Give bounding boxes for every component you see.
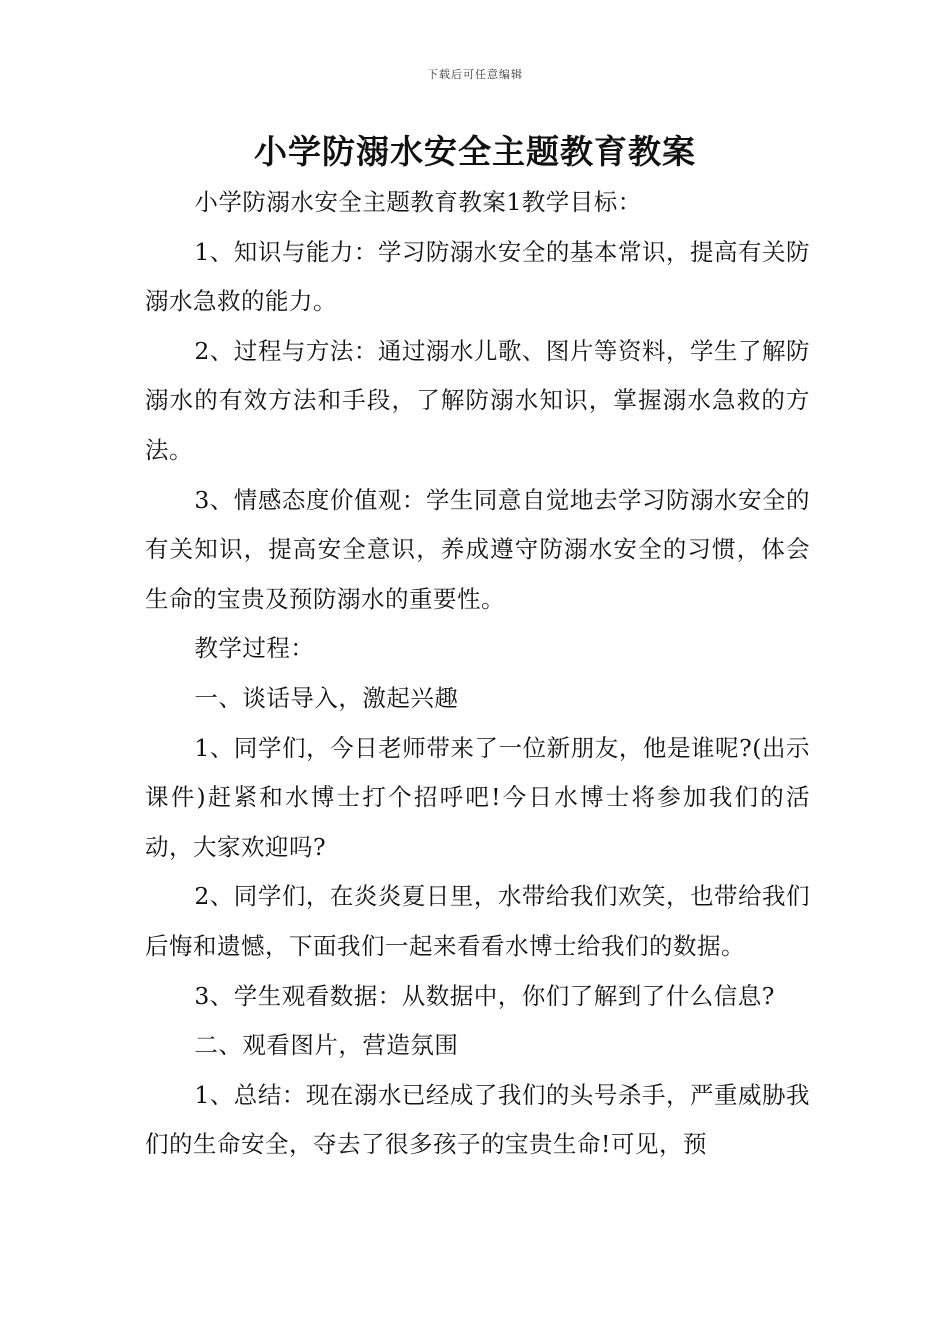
paragraph-section-one-item-3: 3、学生观看数据：从数据中，你们了解到了什么信息?	[194, 981, 775, 1010]
paragraph-section-one-item-2: 2、同学们，在炎炎夏日里，水带给我们欢笑，也带给我们后悔和遗憾，下面我们一起来看看水博士给我们的数据。	[145, 882, 810, 960]
paragraph-process-heading: 教学过程：	[194, 634, 315, 663]
paragraph-section-one-item-1: 1、同学们，今日老师带来了一位新朋友，他是谁呢?(出示课件)赶紧和水博士打个招呼吧!今日水博士将参加我们的活动，大家欢迎吗?	[145, 733, 810, 861]
document-title: 小学防溺水安全主题教育教案	[254, 132, 696, 171]
document-body	[145, 178, 810, 1170]
paragraph-section-one-heading: 一、谈话导入，激起兴趣	[194, 683, 459, 712]
paragraph-objective-attitude: 3、情感态度价值观：学生同意自觉地去学习防溺水安全的有关知识，提高安全意识，养成遵守防溺水安全的习惯，体会生命的宝贵及预防溺水的重要性。	[145, 485, 810, 613]
paragraph-objectives-heading: 小学防溺水安全主题教育教案1教学目标：	[194, 188, 642, 216]
paragraph-objective-knowledge: 1、知识与能力：学习防溺水安全的基本常识，提高有关防溺水急救的能力。	[145, 237, 810, 316]
paragraph-section-two-item-1: 1、总结：现在溺水已经成了我们的头号杀手，严重威胁我们的生命安全，夺去了很多孩子的宝贵生命!可见，预	[145, 1080, 810, 1159]
header-note: 下载后可任意编辑	[427, 68, 523, 81]
paragraph-section-two-heading: 二、观看图片，营造氛围	[194, 1031, 459, 1060]
paragraph-objective-process: 2、过程与方法：通过溺水儿歌、图片等资料，学生了解防溺水的有效方法和手段，了解防溺水知识，掌握溺水急救的方法。	[145, 336, 810, 464]
